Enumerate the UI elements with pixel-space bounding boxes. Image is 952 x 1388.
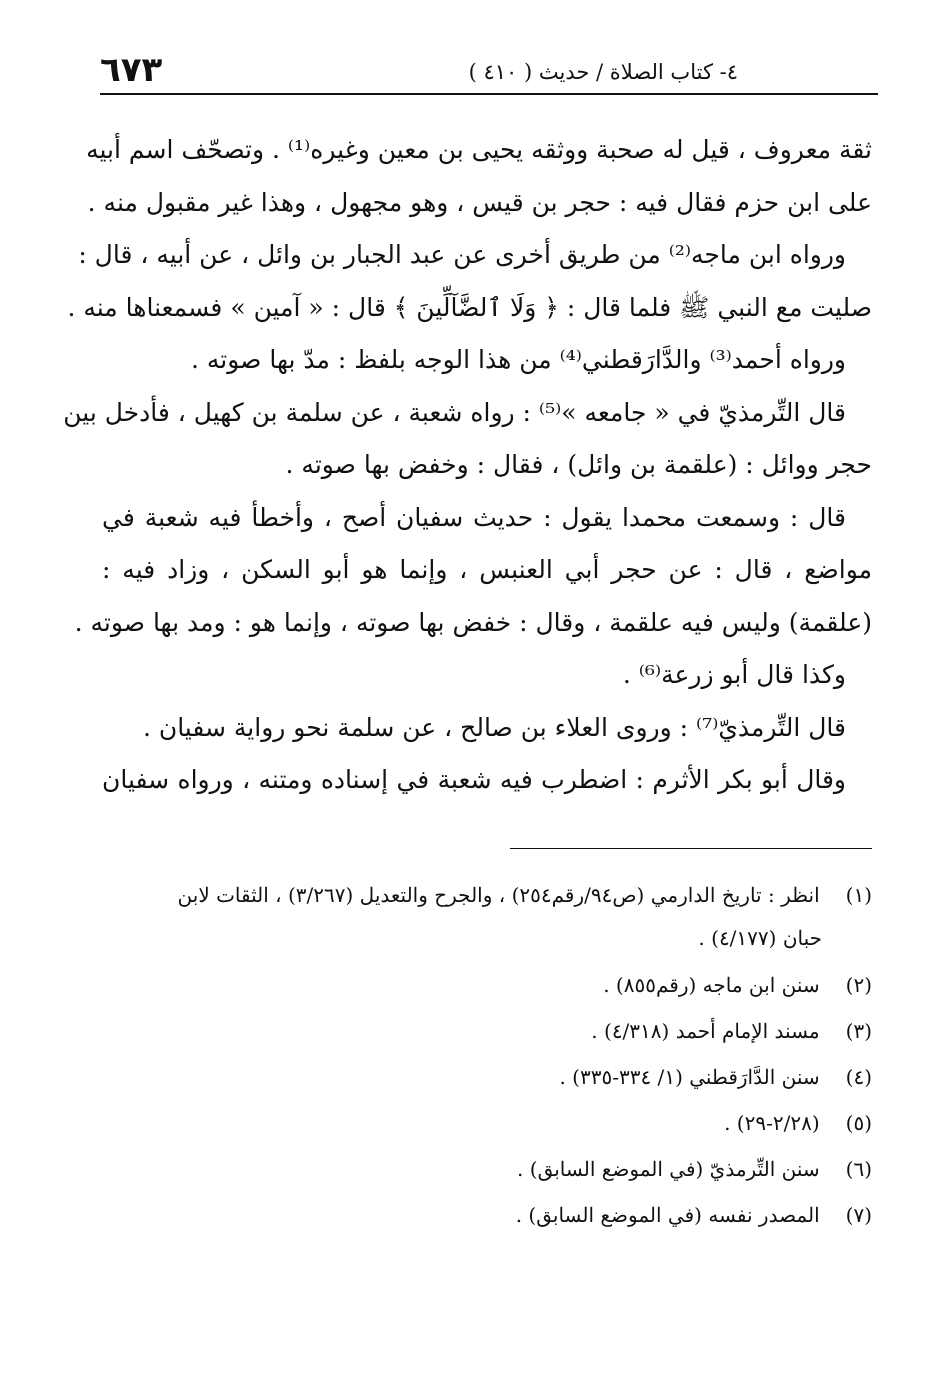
main-text	[63, 124, 872, 807]
text-line: وقال أبو بكر الأثرم : اضطرب فيه شعبة في إسناده ومتنه ، ورواه سفيان	[102, 765, 846, 794]
footnote-separator	[510, 848, 872, 849]
footnote-2	[102, 962, 872, 1008]
footnote-number: (٢)	[845, 973, 872, 997]
text-line: حجر ووائل : (علقمة بن وائل) ، فقال : وخفض بها صوته .	[285, 450, 872, 479]
text-line: قال التِّرمذيّ في « جامعه »⁽⁵⁾ : رواه شعبة ، عن سلمة بن كهيل ، فأدخل بين	[63, 397, 846, 427]
footnote-4	[102, 1054, 872, 1100]
footnote-1-continued: حبان (٤/١٧٧) .	[698, 926, 822, 950]
footnote-text: سنن التِّرمذيّ (في الموضع السابق) .	[517, 1157, 820, 1181]
footnote-text: مسند الإمام أحمد (٤/٣١٨) .	[591, 1019, 820, 1043]
text-line: وكذا قال أبو زرعة⁽⁶⁾ .	[622, 660, 846, 689]
text-line: (علقمة) وليس فيه علقمة ، وقال : خفض بها صوته ، وإنما هو : ومد بها صوته .	[74, 607, 872, 637]
footnote-number: (١)	[845, 883, 872, 907]
text-line: ورواه ابن ماجه⁽²⁾ من طريق أخرى عن عبد الجبار بن وائل ، عن أبيه ، قال :	[78, 240, 846, 269]
footnote-6	[102, 1146, 872, 1192]
text-line: على ابن حزم فقال فيه : حجر بن قيس ، وهو مجهول ، وهذا غير مقبول منه .	[87, 187, 872, 217]
footnote-7	[102, 1192, 872, 1238]
footnote-number: (٥)	[845, 1111, 872, 1135]
text-line: قال التِّرمذيّ⁽⁷⁾ : وروى العلاء بن صالح ، عن سلمة نحو رواية سفيان .	[142, 712, 846, 742]
footnote-number: (٣)	[845, 1019, 872, 1043]
footnote-text: انظر : تاريخ الدارمي (ص٩٤/رقم٢٥٤) ، والجرح والتعديل (٣/٢٦٧) ، الثقات لابن	[177, 883, 820, 907]
footnote-3	[102, 1008, 872, 1054]
chapter-title: ٤- كتاب الصلاة / حديث ( ٤١٠ )	[468, 60, 738, 84]
footnote-5	[102, 1100, 872, 1146]
page-number: ٦٧٣	[100, 50, 163, 90]
text-line: ورواه أحمد⁽³⁾ والدَّارَقطني⁽⁴⁾ من هذا الوجه بلفظ : مدّ بها صوته .	[190, 345, 846, 374]
footnote-number: (٧)	[845, 1203, 872, 1227]
text-line: قال : وسمعت محمدا يقول : حديث سفيان أصح ، وأخطأ فيه شعبة في	[102, 502, 846, 532]
footnote-number: (٤)	[845, 1065, 872, 1089]
footnote-text: سنن ابن ماجه (رقم٨٥٥) .	[603, 973, 820, 997]
footnote-number: (٦)	[845, 1157, 872, 1181]
text-line: مواضع ، قال : عن حجر أبي العنبس ، وإنما هو أبو السكن ، وزاد فيه :	[102, 555, 872, 584]
footnote-text: (٢/٢٨-٢٩) .	[724, 1111, 820, 1135]
footnote-text: المصدر نفسه (في الموضع السابق) .	[515, 1203, 820, 1227]
header-rule	[100, 93, 878, 95]
footnotes	[102, 872, 872, 1238]
footnote-text: سنن الدَّارَقطني (١/ ٣٣٤-٣٣٥) .	[559, 1065, 820, 1089]
text-line: صليت مع النبي ﷺ فلما قال : ﴿ وَلَا ٱلضَّآلِّينَ ﴾ قال : « آمين » فسمعناها منه .	[67, 292, 872, 322]
footnote-1	[102, 872, 872, 918]
text-line: ثقة معروف ، قيل له صحبة ووثقه يحيى بن معين وغيره⁽¹⁾ . وتصحّف اسم أبيه	[86, 135, 872, 164]
running-header	[100, 52, 878, 92]
